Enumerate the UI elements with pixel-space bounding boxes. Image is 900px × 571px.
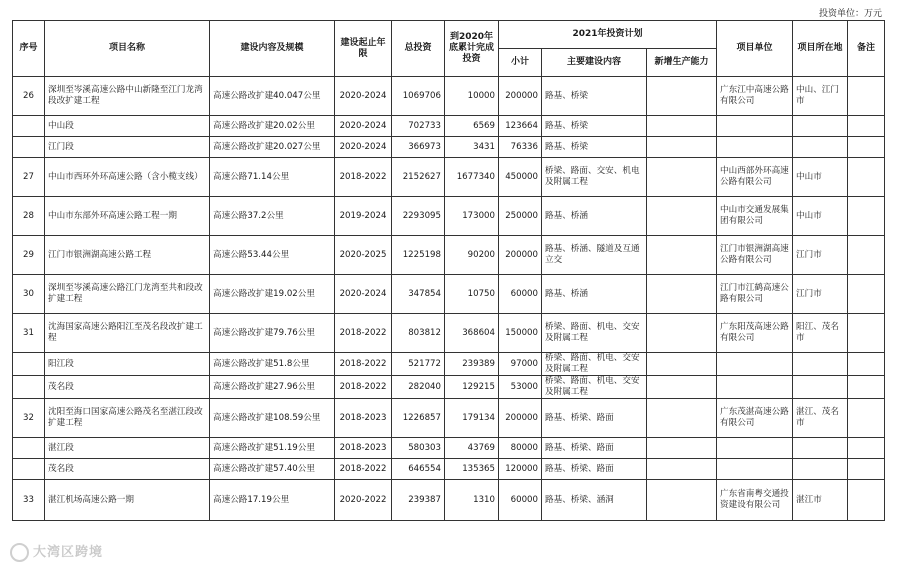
cell-period: 2020-2025 bbox=[335, 236, 392, 275]
cell-accum: 135365 bbox=[445, 459, 499, 480]
cell-seq: 32 bbox=[13, 399, 45, 438]
cell-total: 646554 bbox=[392, 459, 445, 480]
cell-capacity bbox=[647, 137, 717, 158]
cell-total: 1069706 bbox=[392, 77, 445, 116]
cell-location: 湛江、茂名市 bbox=[793, 399, 848, 438]
cell-location: 阳江、茂名市 bbox=[793, 314, 848, 353]
cell-accum: 129215 bbox=[445, 376, 499, 399]
cell-location: 中山市 bbox=[793, 197, 848, 236]
cell-name: 深圳至岑溪高速公路江门龙湾至共和段改扩建工程 bbox=[45, 275, 210, 314]
cell-subtotal: 200000 bbox=[499, 236, 542, 275]
cell-accum: 3431 bbox=[445, 137, 499, 158]
cell-content: 高速公路改扩建40.047公里 bbox=[210, 77, 335, 116]
cell-name: 中山市东部外环高速公路工程一期 bbox=[45, 197, 210, 236]
cell-main: 路基、桥梁 bbox=[542, 137, 647, 158]
cell-location bbox=[793, 353, 848, 376]
table-row bbox=[13, 137, 885, 158]
cell-seq: 33 bbox=[13, 480, 45, 521]
cell-main: 路基、桥梁、路面 bbox=[542, 459, 647, 480]
watermark-logo-icon bbox=[10, 543, 29, 562]
cell-name: 江门市银洲湖高速公路工程 bbox=[45, 236, 210, 275]
unit-label: 投资单位：万元 bbox=[818, 9, 882, 19]
cell-total: 347854 bbox=[392, 275, 445, 314]
cell-unit bbox=[717, 376, 793, 399]
cell-period: 2018-2022 bbox=[335, 459, 392, 480]
table-row bbox=[13, 438, 885, 459]
cell-capacity bbox=[647, 314, 717, 353]
cell-total: 702733 bbox=[392, 116, 445, 137]
cell-content: 高速公路37.2公里 bbox=[210, 197, 335, 236]
cell-accum: 1310 bbox=[445, 480, 499, 521]
cell-note bbox=[848, 77, 885, 116]
cell-seq bbox=[13, 137, 45, 158]
cell-main: 路基、桥梁、路面 bbox=[542, 438, 647, 459]
cell-name: 中山段 bbox=[45, 116, 210, 137]
header-unit: 项目单位 bbox=[717, 21, 793, 77]
cell-location: 中山、江门市 bbox=[793, 77, 848, 116]
cell-main: 桥梁、路面、机电、交安及附属工程 bbox=[542, 376, 647, 399]
cell-unit: 江门市银洲湖高速公路有限公司 bbox=[717, 236, 793, 275]
cell-unit: 广东阳茂高速公路有限公司 bbox=[717, 314, 793, 353]
cell-note bbox=[848, 137, 885, 158]
cell-seq: 31 bbox=[13, 314, 45, 353]
cell-content: 高速公路改扩建51.19公里 bbox=[210, 438, 335, 459]
header-plan-2021: 2021年投资计划 bbox=[499, 21, 717, 49]
cell-note bbox=[848, 480, 885, 521]
cell-accum: 10750 bbox=[445, 275, 499, 314]
cell-name: 阳江段 bbox=[45, 353, 210, 376]
cell-location: 江门市 bbox=[793, 236, 848, 275]
cell-subtotal: 80000 bbox=[499, 438, 542, 459]
cell-accum: 173000 bbox=[445, 197, 499, 236]
cell-capacity bbox=[647, 438, 717, 459]
watermark-text: 大湾区跨境 bbox=[33, 545, 104, 560]
table-body bbox=[13, 77, 885, 521]
table-row bbox=[13, 459, 885, 480]
cell-content: 高速公路改扩建51.8公里 bbox=[210, 353, 335, 376]
cell-capacity bbox=[647, 399, 717, 438]
cell-location bbox=[793, 116, 848, 137]
cell-period: 2020-2024 bbox=[335, 77, 392, 116]
cell-capacity bbox=[647, 197, 717, 236]
cell-period: 2020-2024 bbox=[335, 137, 392, 158]
cell-unit: 广东江中高速公路有限公司 bbox=[717, 77, 793, 116]
cell-note bbox=[848, 438, 885, 459]
cell-unit: 广东省南粤交通投资建设有限公司 bbox=[717, 480, 793, 521]
cell-total: 2152627 bbox=[392, 158, 445, 197]
watermark bbox=[10, 541, 103, 562]
header-accum: 到2020年底累计完成投资 bbox=[445, 21, 499, 77]
cell-main: 桥梁、路面、机电、交安及附属工程 bbox=[542, 353, 647, 376]
cell-subtotal: 450000 bbox=[499, 158, 542, 197]
cell-main: 路基、桥涵 bbox=[542, 275, 647, 314]
cell-location: 湛江市 bbox=[793, 480, 848, 521]
cell-content: 高速公路改扩建57.40公里 bbox=[210, 459, 335, 480]
cell-capacity bbox=[647, 116, 717, 137]
cell-period: 2020-2024 bbox=[335, 116, 392, 137]
cell-seq bbox=[13, 459, 45, 480]
cell-name: 中山市西环外环高速公路（含小榄支线） bbox=[45, 158, 210, 197]
cell-capacity bbox=[647, 376, 717, 399]
table-row bbox=[13, 275, 885, 314]
header-seq: 序号 bbox=[13, 21, 45, 77]
cell-name: 茂名段 bbox=[45, 459, 210, 480]
cell-location bbox=[793, 438, 848, 459]
cell-content: 高速公路改扩建19.02公里 bbox=[210, 275, 335, 314]
cell-capacity bbox=[647, 480, 717, 521]
table-row bbox=[13, 314, 885, 353]
cell-subtotal: 76336 bbox=[499, 137, 542, 158]
cell-subtotal: 200000 bbox=[499, 399, 542, 438]
cell-seq: 28 bbox=[13, 197, 45, 236]
header-name: 项目名称 bbox=[45, 21, 210, 77]
cell-location: 中山市 bbox=[793, 158, 848, 197]
cell-content: 高速公路改扩建27.96公里 bbox=[210, 376, 335, 399]
cell-seq bbox=[13, 376, 45, 399]
cell-capacity bbox=[647, 236, 717, 275]
cell-unit: 中山西部外环高速公路有限公司 bbox=[717, 158, 793, 197]
cell-content: 高速公路改扩建20.027公里 bbox=[210, 137, 335, 158]
cell-unit bbox=[717, 459, 793, 480]
cell-content: 高速公路17.19公里 bbox=[210, 480, 335, 521]
cell-note bbox=[848, 314, 885, 353]
cell-total: 803812 bbox=[392, 314, 445, 353]
cell-total: 580303 bbox=[392, 438, 445, 459]
cell-capacity bbox=[647, 158, 717, 197]
investment-table bbox=[12, 20, 885, 521]
table-row bbox=[13, 77, 885, 116]
cell-capacity bbox=[647, 77, 717, 116]
cell-total: 366973 bbox=[392, 137, 445, 158]
cell-content: 高速公路改扩建20.02公里 bbox=[210, 116, 335, 137]
cell-unit bbox=[717, 116, 793, 137]
cell-subtotal: 120000 bbox=[499, 459, 542, 480]
cell-subtotal: 60000 bbox=[499, 480, 542, 521]
cell-total: 1226857 bbox=[392, 399, 445, 438]
cell-note bbox=[848, 236, 885, 275]
cell-subtotal: 53000 bbox=[499, 376, 542, 399]
cell-name: 江门段 bbox=[45, 137, 210, 158]
cell-accum: 90200 bbox=[445, 236, 499, 275]
cell-accum: 239389 bbox=[445, 353, 499, 376]
cell-subtotal: 250000 bbox=[499, 197, 542, 236]
cell-note bbox=[848, 275, 885, 314]
cell-main: 路基、桥涵、隧道及互通立交 bbox=[542, 236, 647, 275]
cell-name: 沈阳至海口国家高速公路茂名至湛江段改扩建工程 bbox=[45, 399, 210, 438]
cell-content: 高速公路71.14公里 bbox=[210, 158, 335, 197]
header-note: 备注 bbox=[848, 21, 885, 77]
cell-period: 2020-2024 bbox=[335, 275, 392, 314]
cell-note bbox=[848, 376, 885, 399]
cell-capacity bbox=[647, 353, 717, 376]
table-row bbox=[13, 376, 885, 399]
cell-period: 2018-2022 bbox=[335, 353, 392, 376]
cell-capacity bbox=[647, 275, 717, 314]
cell-unit bbox=[717, 137, 793, 158]
table-row bbox=[13, 480, 885, 521]
cell-unit bbox=[717, 353, 793, 376]
header-total: 总投资 bbox=[392, 21, 445, 77]
cell-main: 路基、桥梁、涵洞 bbox=[542, 480, 647, 521]
cell-content: 高速公路53.44公里 bbox=[210, 236, 335, 275]
cell-total: 1225198 bbox=[392, 236, 445, 275]
table-row bbox=[13, 158, 885, 197]
cell-main: 路基、桥涵 bbox=[542, 197, 647, 236]
header-subtotal: 小计 bbox=[499, 49, 542, 77]
cell-period: 2018-2022 bbox=[335, 376, 392, 399]
table-row bbox=[13, 197, 885, 236]
cell-period: 2018-2022 bbox=[335, 314, 392, 353]
cell-location: 江门市 bbox=[793, 275, 848, 314]
cell-total: 521772 bbox=[392, 353, 445, 376]
cell-seq bbox=[13, 116, 45, 137]
cell-location bbox=[793, 459, 848, 480]
cell-note bbox=[848, 158, 885, 197]
cell-unit: 广东茂湛高速公路有限公司 bbox=[717, 399, 793, 438]
cell-main: 路基、桥梁 bbox=[542, 77, 647, 116]
table-row bbox=[13, 116, 885, 137]
cell-note bbox=[848, 197, 885, 236]
cell-main: 路基、桥梁、路面 bbox=[542, 399, 647, 438]
cell-content: 高速公路改扩建79.76公里 bbox=[210, 314, 335, 353]
cell-accum: 10000 bbox=[445, 77, 499, 116]
header-location: 项目所在地 bbox=[793, 21, 848, 77]
cell-note bbox=[848, 353, 885, 376]
cell-subtotal: 97000 bbox=[499, 353, 542, 376]
cell-note bbox=[848, 399, 885, 438]
cell-note bbox=[848, 459, 885, 480]
table-row bbox=[13, 236, 885, 275]
cell-main: 桥梁、路面、机电、交安及附属工程 bbox=[542, 314, 647, 353]
cell-period: 2019-2024 bbox=[335, 197, 392, 236]
cell-accum: 6569 bbox=[445, 116, 499, 137]
cell-location bbox=[793, 376, 848, 399]
header-content: 建设内容及规模 bbox=[210, 21, 335, 77]
cell-period: 2018-2023 bbox=[335, 438, 392, 459]
cell-note bbox=[848, 116, 885, 137]
cell-name: 茂名段 bbox=[45, 376, 210, 399]
cell-subtotal: 200000 bbox=[499, 77, 542, 116]
cell-name: 深圳至岑溪高速公路中山新隆至江门龙湾段改扩建工程 bbox=[45, 77, 210, 116]
cell-seq: 27 bbox=[13, 158, 45, 197]
cell-subtotal: 150000 bbox=[499, 314, 542, 353]
cell-seq bbox=[13, 353, 45, 376]
cell-location bbox=[793, 137, 848, 158]
cell-period: 2020-2022 bbox=[335, 480, 392, 521]
cell-subtotal: 123664 bbox=[499, 116, 542, 137]
cell-accum: 1677340 bbox=[445, 158, 499, 197]
cell-seq: 30 bbox=[13, 275, 45, 314]
cell-capacity bbox=[647, 459, 717, 480]
cell-unit: 江门市江鹤高速公路有限公司 bbox=[717, 275, 793, 314]
cell-name: 湛江机场高速公路一期 bbox=[45, 480, 210, 521]
cell-accum: 179134 bbox=[445, 399, 499, 438]
cell-seq bbox=[13, 438, 45, 459]
header-main-content: 主要建设内容 bbox=[542, 49, 647, 77]
cell-accum: 43769 bbox=[445, 438, 499, 459]
cell-subtotal: 60000 bbox=[499, 275, 542, 314]
table-row bbox=[13, 399, 885, 438]
cell-total: 2293095 bbox=[392, 197, 445, 236]
cell-main: 路基、桥梁 bbox=[542, 116, 647, 137]
cell-seq: 26 bbox=[13, 77, 45, 116]
table-row bbox=[13, 353, 885, 376]
cell-seq: 29 bbox=[13, 236, 45, 275]
cell-main: 桥梁、路面、交安、机电及附属工程 bbox=[542, 158, 647, 197]
cell-accum: 368604 bbox=[445, 314, 499, 353]
cell-content: 高速公路改扩建108.59公里 bbox=[210, 399, 335, 438]
cell-name: 湛江段 bbox=[45, 438, 210, 459]
cell-unit bbox=[717, 438, 793, 459]
header-period: 建设起止年限 bbox=[335, 21, 392, 77]
cell-unit: 中山市交通发展集团有限公司 bbox=[717, 197, 793, 236]
cell-name: 沈海国家高速公路阳江至茂名段改扩建工程 bbox=[45, 314, 210, 353]
header-new-capacity: 新增生产能力 bbox=[647, 49, 717, 77]
cell-period: 2018-2023 bbox=[335, 399, 392, 438]
cell-total: 239387 bbox=[392, 480, 445, 521]
cell-period: 2018-2022 bbox=[335, 158, 392, 197]
cell-total: 282040 bbox=[392, 376, 445, 399]
